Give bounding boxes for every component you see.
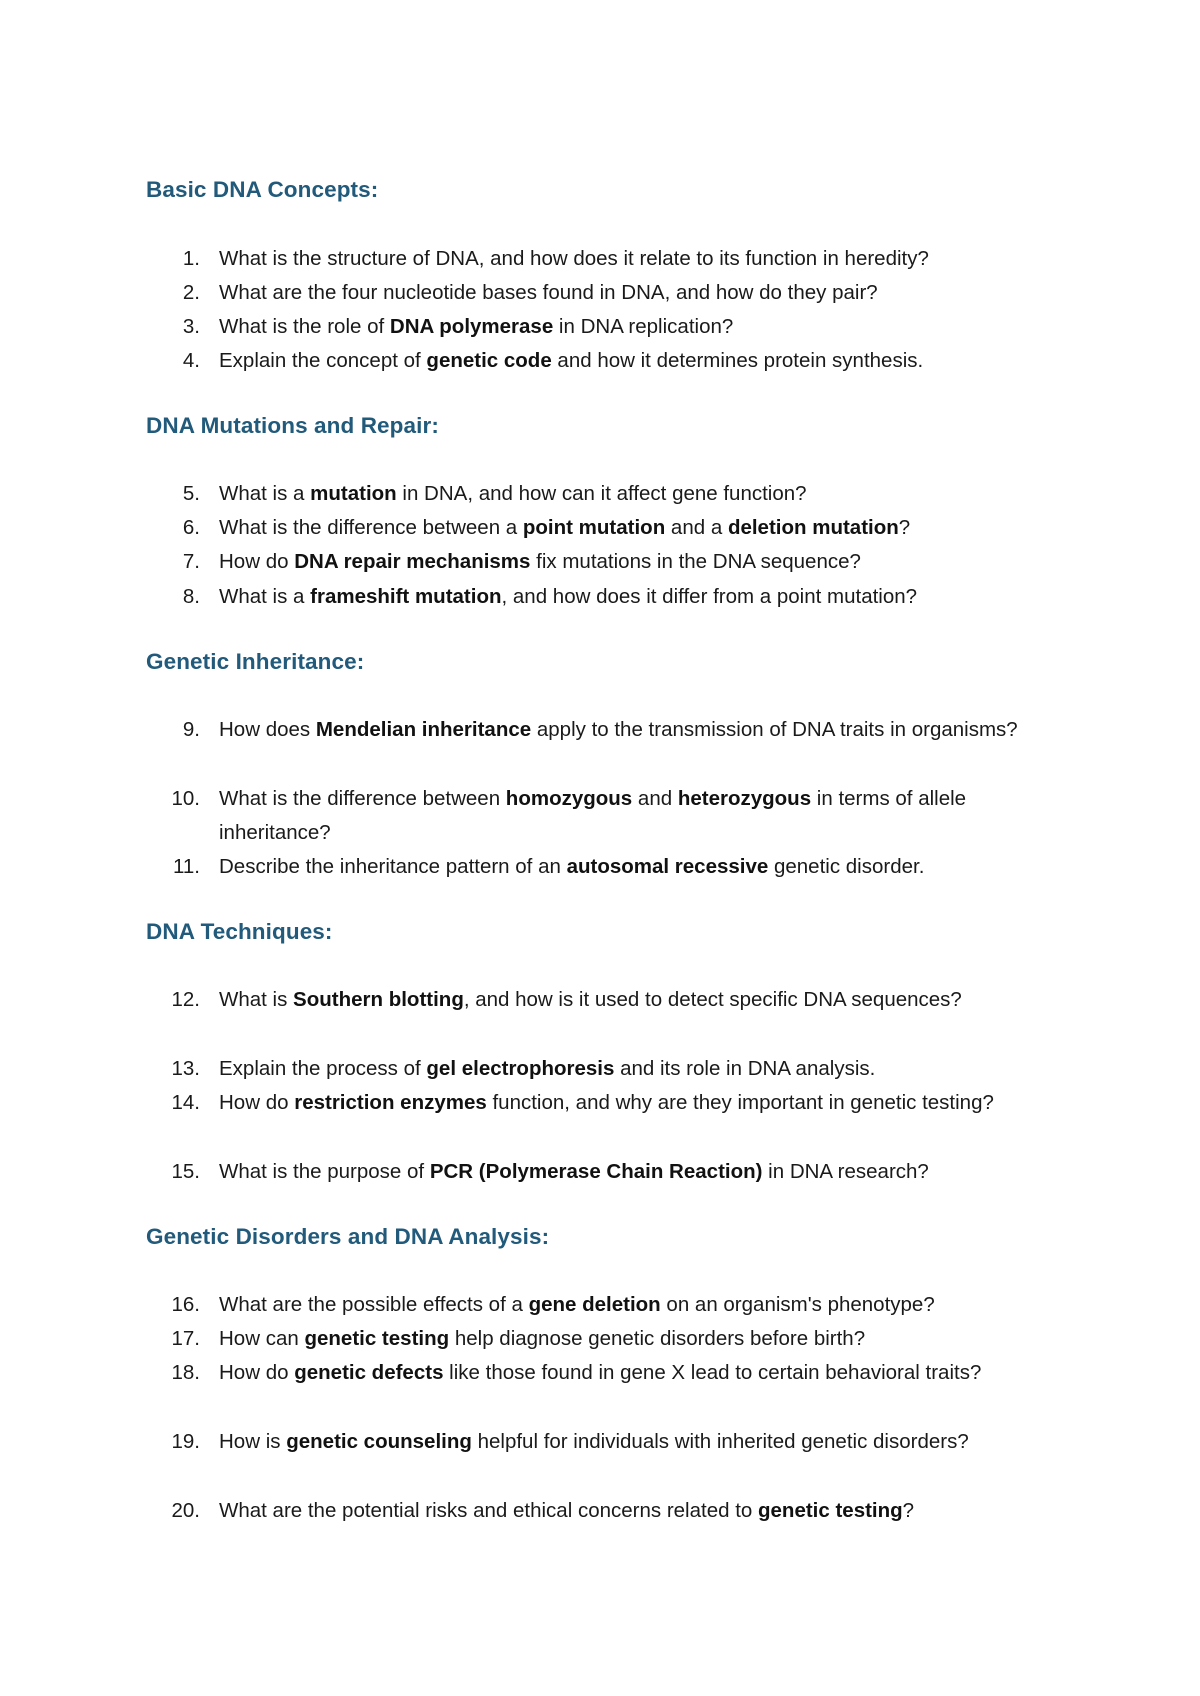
bold-term: homozygous	[505, 787, 633, 810]
text-run: and its role in DNA analysis.	[614, 1057, 876, 1080]
text-run: What is a	[219, 585, 311, 608]
question-number: 18.	[171, 1361, 200, 1384]
question-text	[219, 580, 1049, 614]
question-text	[219, 344, 1049, 378]
question-number: 13.	[171, 1057, 200, 1080]
section-heading: DNA Techniques:	[146, 919, 333, 944]
text-run: How do	[219, 1091, 295, 1114]
question-number: 3.	[182, 315, 200, 338]
question-number: 20.	[171, 1499, 200, 1522]
text-run: What is the difference between	[219, 787, 506, 810]
text-run: What is the difference between a	[219, 516, 523, 539]
question-number: 16.	[171, 1293, 200, 1316]
text-run: How can	[219, 1327, 305, 1350]
text-run: in DNA replication?	[553, 315, 734, 338]
section-heading: Genetic Disorders and DNA Analysis:	[146, 1224, 550, 1249]
question-number: 9.	[182, 718, 200, 741]
question-text	[219, 511, 1049, 545]
bold-term: mutation	[310, 482, 397, 505]
question-text	[219, 713, 1049, 747]
section-heading: Basic DNA Concepts:	[146, 177, 379, 202]
bold-term: genetic testing	[304, 1327, 450, 1350]
question-text	[219, 477, 1049, 511]
text-run: ?	[902, 1499, 915, 1522]
question-text	[219, 310, 1049, 344]
section-heading: Genetic Inheritance:	[146, 649, 365, 674]
text-run: What is	[219, 988, 294, 1011]
text-run: Explain the concept of	[219, 349, 427, 372]
question-text	[219, 545, 1049, 579]
bold-term: gene deletion	[528, 1293, 661, 1316]
question-text	[219, 1155, 1049, 1189]
bold-term: heterozygous	[677, 787, 812, 810]
text-run: What is the structure of DNA, and how does it relate to its function in heredity?	[219, 247, 929, 270]
bold-term: genetic testing	[758, 1499, 903, 1522]
bold-term: Southern blotting	[293, 988, 464, 1011]
text-run: on an organism's phenotype?	[660, 1293, 935, 1316]
bold-term: genetic code	[426, 349, 552, 372]
text-run: What are the potential risks and ethical concerns related to	[219, 1499, 758, 1522]
question-number: 8.	[182, 585, 200, 608]
text-run: What is a	[219, 482, 311, 505]
text-run: and	[632, 787, 678, 810]
question-number: 6.	[182, 516, 200, 539]
question-text	[219, 1052, 1049, 1086]
bold-term: genetic counseling	[286, 1430, 472, 1453]
text-run: How do	[219, 550, 295, 573]
question-number: 19.	[171, 1430, 200, 1453]
question-text	[219, 1322, 1049, 1356]
question-text	[219, 1494, 1049, 1528]
question-text	[219, 1288, 1049, 1322]
question-number: 17.	[171, 1327, 200, 1350]
bold-term: frameshift mutation	[310, 585, 502, 608]
text-run: How do	[219, 1361, 295, 1384]
question-number: 5.	[182, 482, 200, 505]
question-number: 12.	[171, 988, 200, 1011]
text-run: , and how is it used to detect specific DNA sequences?	[463, 988, 962, 1011]
text-run: fix mutations in the DNA sequence?	[530, 550, 861, 573]
text-run: in terms of allele inheritance?	[219, 787, 967, 844]
text-run: genetic disorder.	[768, 855, 925, 878]
text-run: What is the role of	[219, 315, 390, 338]
question-text	[219, 1356, 1049, 1390]
text-run: What is the purpose of	[219, 1160, 430, 1183]
bold-term: genetic defects	[294, 1361, 444, 1384]
text-run: in DNA research?	[762, 1160, 929, 1183]
question-text	[219, 850, 1049, 884]
text-run: helpful for individuals with inherited genetic disorders?	[471, 1430, 969, 1453]
section-heading: DNA Mutations and Repair:	[146, 413, 439, 438]
text-run: Explain the process of	[219, 1057, 427, 1080]
text-run: and a	[665, 516, 728, 539]
question-number: 11.	[173, 855, 200, 878]
text-run: apply to the transmission of DNA traits in organisms?	[531, 718, 1018, 741]
question-number: 15.	[171, 1160, 200, 1183]
question-text	[219, 983, 1049, 1017]
question-number: 10.	[171, 787, 200, 810]
question-text	[219, 276, 1049, 310]
bold-term: DNA repair mechanisms	[294, 550, 531, 573]
question-number: 7.	[182, 550, 200, 573]
text-run: like those found in gene X lead to certain behavioral traits?	[443, 1361, 982, 1384]
text-run: How does	[219, 718, 316, 741]
question-text	[219, 1086, 1049, 1120]
text-run: What are the possible effects of a	[219, 1293, 529, 1316]
bold-term: restriction enzymes	[294, 1091, 487, 1114]
text-run: function, and why are they important in genetic testing?	[486, 1091, 994, 1114]
text-run: , and how does it differ from a point mutation?	[501, 585, 918, 608]
question-number: 4.	[182, 349, 200, 372]
text-run: How is	[219, 1430, 287, 1453]
bold-term: autosomal recessive	[566, 855, 769, 878]
bold-term: deletion mutation	[727, 516, 899, 539]
text-run: ?	[898, 516, 911, 539]
question-text	[219, 782, 1049, 850]
text-run: and how it determines protein synthesis.	[551, 349, 924, 372]
text-run: in DNA, and how can it affect gene function?	[396, 482, 807, 505]
bold-term: PCR (Polymerase Chain Reaction)	[429, 1160, 763, 1183]
question-number: 14.	[171, 1091, 200, 1114]
bold-term: gel electrophoresis	[426, 1057, 615, 1080]
question-text	[219, 1425, 1049, 1459]
text-run: help diagnose genetic disorders before birth?	[449, 1327, 866, 1350]
question-number: 1.	[182, 247, 200, 270]
bold-term: Mendelian inheritance	[315, 718, 532, 741]
text-run: Describe the inheritance pattern of an	[219, 855, 567, 878]
bold-term: DNA polymerase	[389, 315, 554, 338]
bold-term: point mutation	[522, 516, 666, 539]
question-text	[219, 242, 1049, 276]
question-number: 2.	[182, 281, 200, 304]
text-run: What are the four nucleotide bases found in DNA, and how do they pair?	[219, 281, 878, 304]
